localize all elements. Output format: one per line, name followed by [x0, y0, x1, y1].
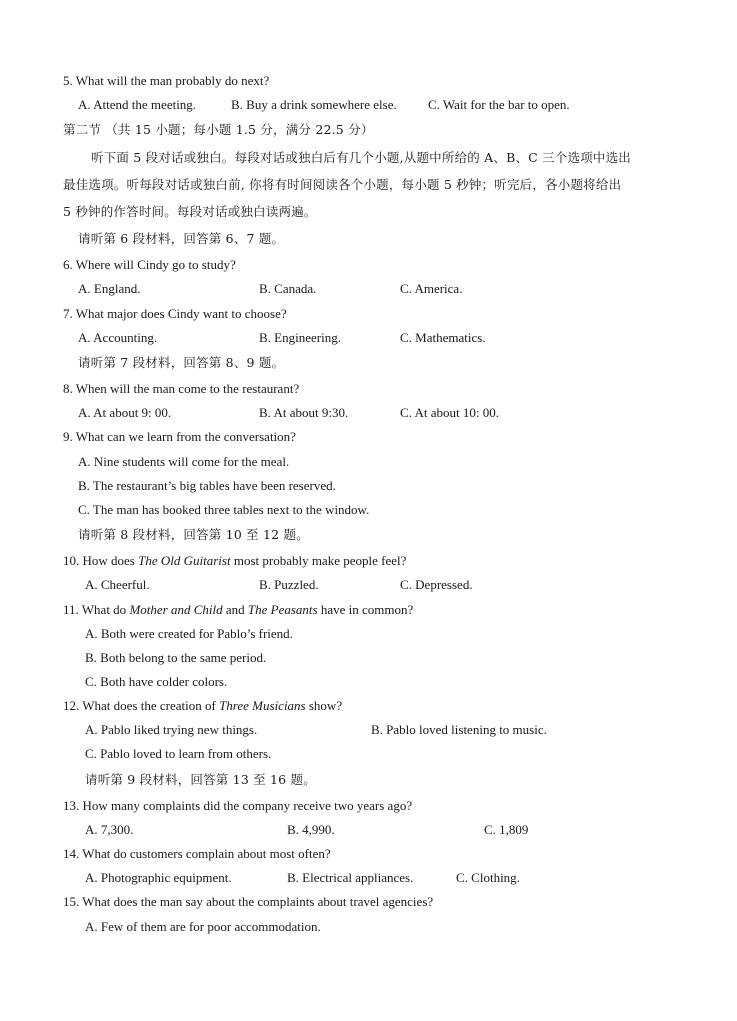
question-12-option-a: A. Pablo liked trying new things.: [85, 722, 258, 737]
question-5-option-c: C. Wait for the bar to open.: [428, 97, 570, 112]
question-12-artwork-title: Three Musicians: [219, 698, 306, 713]
question-10-stem-pre: 10. How does: [63, 553, 139, 568]
question-13-option-a: A. 7,300.: [85, 822, 134, 837]
question-5-stem: 5. What will the man probably do next?: [63, 73, 270, 88]
question-11-stem-post: have in common?: [317, 602, 414, 617]
material-8-prompt: 请听第 8 段材料，回答第 10 至 12 题。: [78, 527, 309, 542]
question-7-stem: 7. What major does Cindy want to choose?: [63, 306, 287, 321]
question-13-option-c: C. 1,809: [484, 822, 529, 837]
question-9-option-a: A. Nine students will come for the meal.: [78, 454, 290, 469]
material-6-prompt: 请听第 6 段材料，回答第 6、7 题。: [78, 231, 285, 246]
section-instructions-line-3: 5 秒钟的作答时间。每段对话或独白读两遍。: [63, 204, 317, 219]
question-12-option-c: C. Pablo loved to learn from others.: [85, 746, 272, 761]
question-11-artwork-title-1: Mother and Child: [129, 602, 223, 617]
question-12-stem: [63, 698, 342, 714]
question-11-option-b: B. Both belong to the same period.: [85, 650, 267, 665]
question-5-option-a: A. Attend the meeting.: [78, 97, 197, 112]
question-8-option-a: A. At about 9: 00.: [78, 405, 172, 420]
question-11-stem-pre: 11. What do: [63, 602, 130, 617]
question-11-option-c: C. Both have colder colors.: [85, 674, 228, 689]
question-7-option-a: A. Accounting.: [78, 330, 158, 345]
question-10-option-b: B. Puzzled.: [259, 577, 319, 592]
question-10-option-a: A. Cheerful.: [85, 577, 150, 592]
question-10-option-c: C. Depressed.: [400, 577, 473, 592]
question-15-option-a: A. Few of them are for poor accommodation.: [85, 919, 321, 934]
question-11-stem: [63, 602, 413, 618]
material-7-prompt: 请听第 7 段材料，回答第 8、9 题。: [78, 355, 285, 370]
question-7-option-b: B. Engineering.: [259, 330, 341, 345]
question-10-stem: [63, 553, 406, 569]
question-13-option-b: B. 4,990.: [287, 822, 335, 837]
question-9-option-c: C. The man has booked three tables next to the window.: [78, 502, 370, 517]
question-14-stem: 14. What do customers complain about most often?: [63, 846, 331, 861]
question-6-option-a: A. England.: [78, 281, 141, 296]
section-instructions-line-2: 最佳选项。听每段对话或独白前, 你将有时间阅读各个小题，每小题 5 秒钟；听完后，各小题将给出: [63, 177, 622, 192]
question-10-artwork-title: The Old Guitarist: [138, 553, 231, 568]
question-6-option-c: C. America.: [400, 281, 463, 296]
question-10-stem-post: most probably make people feel?: [230, 553, 407, 568]
question-12-stem-pre: 12. What does the creation of: [63, 698, 220, 713]
question-11-option-a: A. Both were created for Pablo’s friend.: [85, 626, 293, 641]
question-12-option-b: B. Pablo loved listening to music.: [371, 722, 547, 737]
section-instructions-line-1: 听下面 5 段对话或独白。每段对话或独白后有几个小题,从题中所给的 A、B、C 三个选项中选出: [91, 150, 631, 165]
question-14-option-b: B. Electrical appliances.: [287, 870, 414, 885]
question-11-stem-mid: and: [222, 602, 248, 617]
question-6-stem: 6. Where will Cindy go to study?: [63, 257, 236, 272]
question-9-stem: 9. What can we learn from the conversation?: [63, 429, 296, 444]
question-14-option-a: A. Photographic equipment.: [85, 870, 232, 885]
question-11-artwork-title-2: The Peasants: [247, 602, 318, 617]
material-9-prompt: 请听第 9 段材料，回答第 13 至 16 题。: [85, 772, 316, 787]
section-title: 第二节 （共 15 小题；每小题 1.5 分，满分 22.5 分）: [63, 122, 374, 137]
question-15-stem: 15. What does the man say about the complaints about travel agencies?: [63, 894, 434, 909]
question-5-option-b: B. Buy a drink somewhere else.: [231, 97, 397, 112]
question-8-stem: 8. When will the man come to the restaurant?: [63, 381, 300, 396]
question-12-stem-post: show?: [305, 698, 343, 713]
question-9-option-b: B. The restaurant’s big tables have been reserved.: [78, 478, 336, 493]
question-8-option-c: C. At about 10: 00.: [400, 405, 499, 420]
question-13-stem: 13. How many complaints did the company receive two years ago?: [63, 798, 413, 813]
question-8-option-b: B. At about 9:30.: [259, 405, 349, 420]
question-14-option-c: C. Clothing.: [456, 870, 520, 885]
question-7-option-c: C. Mathematics.: [400, 330, 486, 345]
question-6-option-b: B. Canada.: [259, 281, 317, 296]
